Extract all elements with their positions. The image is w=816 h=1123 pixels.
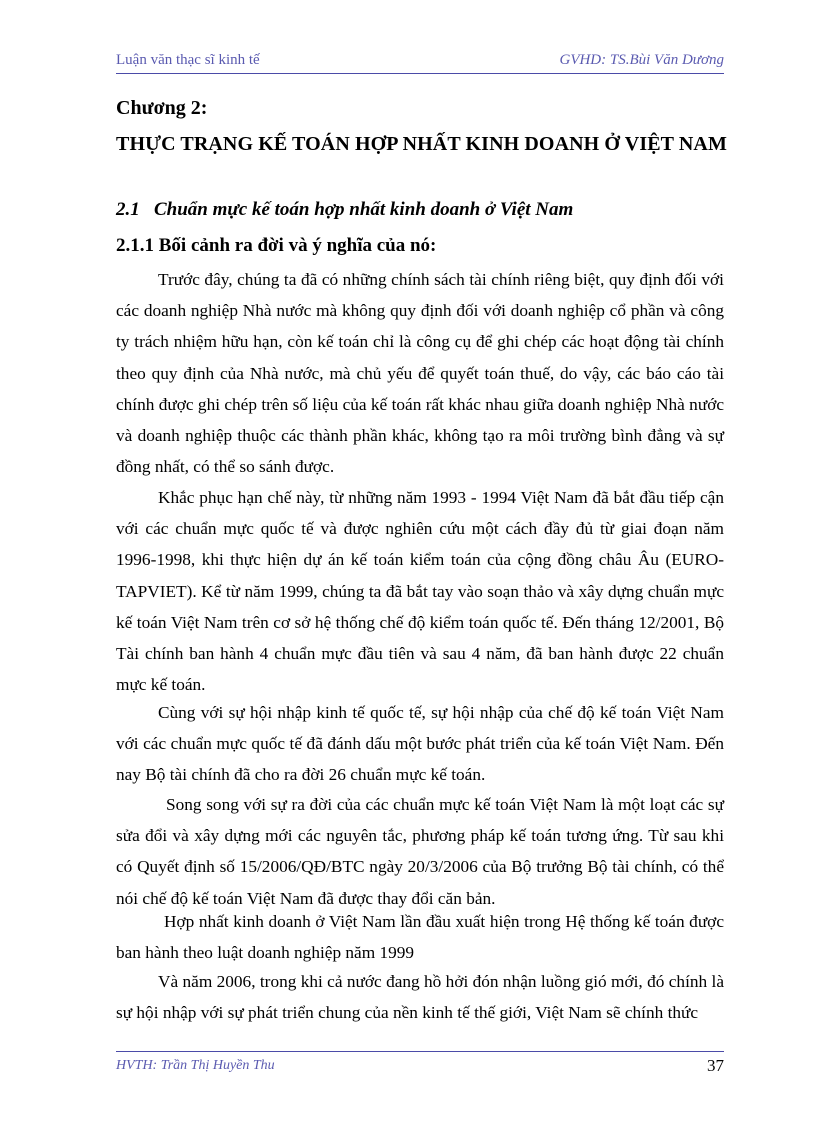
paragraph: Và năm 2006, trong khi cả nước đang hồ hởi đón nhận luồng gió mới, đó chính là sự hội nhập với sự phát triển chung của nền kinh tế thế giới, Việt Nam sẽ chính thức <box>116 972 724 1023</box>
paragraph: Trước đây, chúng ta đã có những chính sách tài chính riêng biệt, quy định đối với các doanh nghiệp Nhà nước mà không quy định đối với doanh nghiệp cổ phần và công ty trách nhiệm hữu hạn, còn kế toán chỉ là công cụ để ghi chép các hoạt động tài chính theo quy định của Nhà nước, mà chủ yếu để quyết toán thuế, do vậy, các báo cáo tài chính được ghi chép trên số liệu của kế toán rất khác nhau giữa doanh nghiệp Nhà nước và doanh nghiệp thuộc các thành phần khác, không tạo ra môi trường bình đẳng và sự đồng nhất, có thể so sánh được. <box>116 270 724 477</box>
paragraph: Cùng với sự hội nhập kinh tế quốc tế, sự hội nhập của chế độ kế toán Việt Nam với các chuẩn mực quốc tế đã đánh dấu một bước phát triển của kế toán Việt Nam. Đến nay Bộ tài chính đã cho ra đời 26 chuẩn mực kế toán. <box>116 703 724 785</box>
paragraph: Hợp nhất kinh doanh ở Việt Nam lần đầu xuất hiện trong Hệ thống kế toán được ban hành theo luật doanh nghiệp năm 1999 <box>116 912 724 963</box>
header-advisor: GVHD: TS.Bùi Văn Dương <box>559 52 724 68</box>
header-divider <box>116 73 724 74</box>
footer-divider <box>116 1051 724 1052</box>
section-number: 2.1 <box>116 199 140 220</box>
section-heading <box>116 199 573 221</box>
section-title: Chuẩn mực kế toán hợp nhất kinh doanh ở Việt Nam <box>154 199 574 220</box>
paragraph: Song song với sự ra đời của các chuẩn mực kế toán Việt Nam là một loạt các sự sửa đổi và xây dựng mới các nguyên tắc, phương pháp kế toán tương ứng. Từ sau khi có Quyết định số 15/2006/QĐ/BTC ngày 20/3/2006 của Bộ trưởng Bộ tài chính, có thể nói chế độ kế toán Việt Nam đã được thay đổi căn bản. <box>116 795 724 908</box>
subsection-heading: 2.1.1 Bối cảnh ra đời và ý nghĩa của nó: <box>116 235 437 256</box>
header-thesis-title: Luận văn thạc sĩ kinh tế <box>116 52 260 68</box>
paragraph: Khắc phục hạn chế này, từ những năm 1993 - 1994 Việt Nam đã bắt đầu tiếp cận với các chuẩn mực quốc tế và được nghiên cứu một cách đầy đủ từ giai đoạn năm 1996-1998, khi thực hiện dự án kế toán kiểm toán của cộng đồng châu Âu (EURO-TAPVIET). Kể từ năm 1999, chúng ta đã bắt tay vào soạn thảo và xây dựng chuẩn mực kế toán Việt Nam trên cơ sở hệ thống chế độ kiểm toán quốc tế. Đến tháng 12/2001, Bộ Tài chính ban hành 4 chuẩn mực đầu tiên và sau 4 năm, đã ban hành được 22 chuẩn mực kế toán. <box>116 488 724 695</box>
footer-author: HVTH: Trần Thị Huyền Thu <box>116 1058 275 1073</box>
page-number: 37 <box>707 1056 724 1075</box>
page-header <box>116 52 724 74</box>
chapter-title: THỰC TRẠNG KẾ TOÁN HỢP NHẤT KINH DOANH Ở VIỆT NAM <box>116 133 727 155</box>
chapter-label: Chương 2: <box>116 97 208 119</box>
